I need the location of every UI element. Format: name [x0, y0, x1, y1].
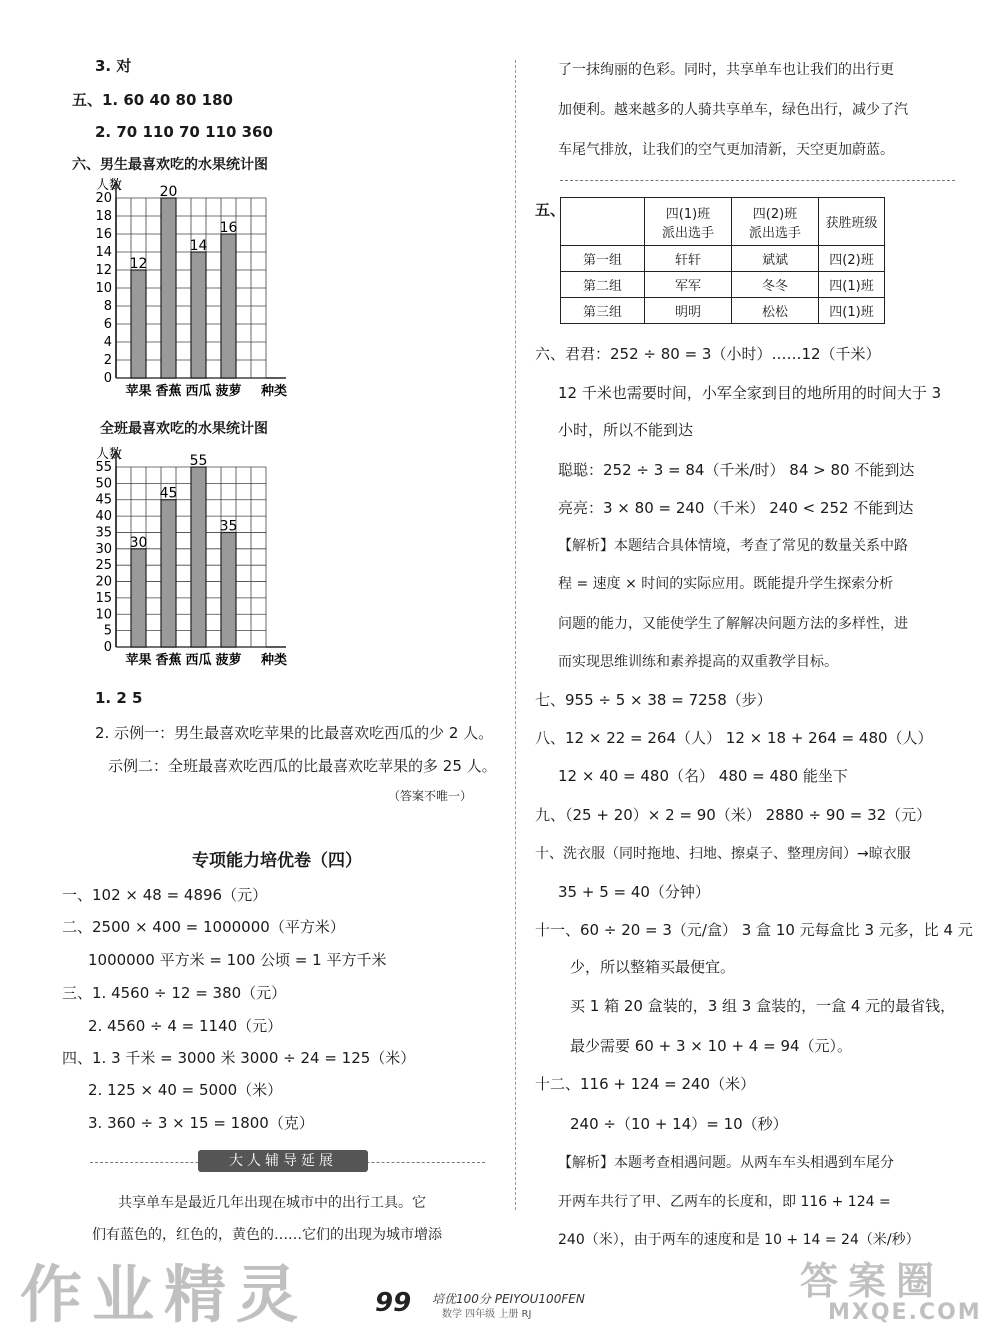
bar-value-label: 55: [189, 453, 208, 469]
answer-line: 2. 70 110 70 110 360: [95, 123, 273, 141]
bar-value-label: 12: [129, 256, 148, 272]
table-row: [561, 298, 885, 324]
y-tick-label: 15: [95, 590, 112, 606]
watermark-url: MXQE.COM: [828, 1300, 982, 1325]
answer-line: 亮亮：3 × 80 = 240（千米） 240 < 252 不能到达: [558, 499, 914, 517]
bar-chart-boys: [90, 176, 310, 401]
table-cell: 斌斌: [732, 246, 819, 272]
table-cell: 冬冬: [732, 272, 819, 298]
y-tick-label: 18: [95, 209, 112, 224]
table-row: [561, 272, 885, 298]
section-title: 专项能力培优卷（四）: [192, 851, 362, 871]
analysis-line: 而实现思维训练和素养提高的双重教学目标。: [558, 654, 838, 670]
y-tick-label: 12: [95, 263, 112, 278]
answer-line: 九、（25 + 20）× 2 = 90（米） 2880 ÷ 90 = 32（元）: [535, 806, 932, 824]
answer-line: 1. 2 5: [95, 689, 143, 707]
table-header: 获胜班级: [819, 198, 885, 246]
analysis-line: 240（米），由于两车的速度和是 10 + 14 = 24（米/秒）: [558, 1232, 920, 1248]
analysis-line: 问题的能力，又能使学生了解解决问题方法的多样性，进: [558, 616, 908, 632]
y-tick-label: 8: [103, 299, 112, 314]
bar: [131, 270, 146, 378]
answer-line: 240 ÷（10 + 14）= 10（秒）: [570, 1115, 788, 1133]
answer-line: 六、君君：252 ÷ 80 = 3（小时）……12（千米）: [535, 345, 881, 363]
table-header: [561, 198, 645, 246]
footer-sub: 数学 四年级 上册 RJ: [442, 1309, 532, 1320]
y-tick-label: 20: [95, 191, 112, 206]
chart-1-title: 六、男生最喜欢吃的水果统计图: [72, 157, 268, 173]
answer-line: 12 × 40 = 480（名） 480 = 480 能坐下: [558, 767, 848, 785]
answer-line: 2. 125 × 40 = 5000（米）: [88, 1081, 283, 1099]
table-cell: 四(1)班: [819, 272, 885, 298]
answer-line: 3. 360 ÷ 3 × 15 = 1800（克）: [88, 1114, 314, 1132]
table-cell: 明明: [645, 298, 732, 324]
bar: [221, 532, 236, 647]
extension-badge: 大人辅导延展: [198, 1150, 368, 1172]
x-category-label: 菠萝: [215, 384, 242, 399]
bar: [191, 467, 206, 647]
page-number: 99: [375, 1288, 412, 1318]
answer-line: 2. 4560 ÷ 4 = 1140（元）: [88, 1017, 283, 1035]
bar: [191, 252, 206, 378]
question-label: 五、: [535, 201, 566, 219]
x-category-label: 菠萝: [215, 653, 242, 668]
answer-line: 八、12 × 22 = 264（人） 12 × 18 + 264 = 480（人）: [535, 729, 933, 747]
x-axis-label: 种类: [260, 384, 288, 399]
table-cell: 第二组: [561, 272, 645, 298]
answer-line: 二、2500 × 400 = 1000000（平方米）: [62, 918, 345, 936]
y-tick-label: 55: [95, 460, 112, 475]
y-tick-label: 0: [103, 371, 112, 386]
table-cell: 松松: [732, 298, 819, 324]
bar-value-label: 20: [159, 184, 178, 200]
y-tick-label: 30: [95, 541, 112, 557]
answer-line: 1000000 平方米 = 100 公顷 = 1 平方千米: [88, 951, 387, 969]
answer-note: （答案不唯一）: [388, 789, 473, 803]
table-cell: 第三组: [561, 298, 645, 324]
bar-value-label: 45: [159, 485, 178, 502]
y-tick-label: 40: [95, 509, 112, 525]
table-header: 四(2)班 派出选手: [732, 198, 819, 246]
section-divider: [560, 180, 955, 181]
bar-value-label: 16: [219, 220, 238, 236]
y-tick-label: 20: [95, 574, 112, 590]
y-tick-label: 50: [95, 476, 112, 492]
table-cell: 四(2)班: [819, 246, 885, 272]
y-tick-label: 14: [95, 245, 112, 260]
y-tick-label: 2: [103, 353, 112, 368]
table-cell: 四(1)班: [819, 298, 885, 324]
x-axis-label: 种类: [260, 653, 288, 668]
y-tick-label: 5: [103, 623, 112, 639]
analysis-line: 【解析】本题结合具体情境，考查了常见的数量关系中路: [558, 538, 908, 554]
y-tick-label: 10: [95, 281, 112, 296]
answer-line: 2. 示例一：男生最喜欢吃苹果的比最喜欢吃西瓜的少 2 人。: [95, 724, 494, 742]
bar: [161, 500, 176, 647]
y-axis-label: 人数: [96, 178, 123, 193]
bar-chart-class: [90, 445, 310, 670]
result-table: [560, 197, 885, 324]
paragraph-line: 加便利。越来越多的人骑共享单车，绿色出行，减少了汽: [558, 102, 908, 118]
x-category-label: 苹果: [125, 653, 152, 668]
watermark-left: 作业精灵: [20, 1258, 309, 1331]
x-category-label: 香蕉: [155, 384, 182, 399]
y-tick-label: 4: [103, 335, 112, 350]
paragraph-line: 们有蓝色的，红色的，黄色的……它们的出现为城市增添: [92, 1227, 442, 1243]
paragraph-line: 了一抹绚丽的色彩。同时，共享单车也让我们的出行更: [558, 62, 894, 78]
y-tick-label: 25: [95, 558, 112, 574]
table-cell: 第一组: [561, 246, 645, 272]
chart-2-title: 全班最喜欢吃的水果统计图: [100, 421, 268, 437]
bar: [221, 234, 236, 378]
bar-value-label: 14: [189, 238, 208, 254]
paragraph-line: 车尾气排放，让我们的空气更加清新，天空更加蔚蓝。: [558, 142, 894, 158]
answer-line: 35 + 5 = 40（分钟）: [558, 883, 710, 901]
answer-line: 买 1 箱 20 盒装的，3 组 3 盒装的，一盒 4 元的最省钱，: [570, 997, 956, 1015]
table-cell: 轩轩: [645, 246, 732, 272]
answer-line: 十、洗衣服（同时拖地、扫地、擦桌子、整理房间）→晾衣服: [535, 846, 911, 862]
analysis-line: 【解析】本题考查相遇问题。从两车车头相遇到车尾分: [558, 1155, 894, 1171]
y-tick-label: 45: [95, 492, 112, 508]
y-tick-label: 0: [103, 640, 112, 655]
bar: [131, 549, 146, 647]
bar-value-label: 30: [129, 534, 148, 551]
y-axis-label: 人数: [96, 447, 123, 462]
answer-line: 小时，所以不能到达: [558, 421, 694, 439]
answer-line: 3. 对: [95, 57, 132, 75]
analysis-line: 开两车共行了甲、乙两车的长度和，即 116 + 124 =: [558, 1194, 891, 1210]
answer-line: 一、102 × 48 = 4896（元）: [62, 886, 268, 904]
paragraph-line: 共享单车是最近几年出现在城市中的出行工具。它: [118, 1195, 426, 1211]
y-tick-label: 10: [95, 607, 112, 623]
table-row: [561, 246, 885, 272]
answer-line: 十一、60 ÷ 20 = 3（元/盒） 3 盒 10 元每盒比 3 元多，比 4 元: [535, 921, 973, 939]
answer-line: 聪聪：252 ÷ 3 = 84（千米/时） 84 > 80 不能到达: [558, 461, 915, 479]
y-tick-label: 16: [95, 227, 112, 242]
answer-line: 少，所以整箱买最便宜。: [570, 958, 736, 976]
analysis-line: 程 = 速度 × 时间的实际应用。既能提升学生探索分析: [558, 576, 894, 592]
x-category-label: 西瓜: [185, 384, 212, 399]
answer-line: 最少需要 60 + 3 × 10 + 4 = 94（元）。: [570, 1037, 853, 1055]
answer-line: 12 千米也需要时间，小军全家到目的地所用的时间大于 3: [558, 384, 942, 402]
y-tick-label: 6: [103, 317, 112, 332]
table-cell: 军军: [645, 272, 732, 298]
answer-line: 五、1. 60 40 80 180: [72, 91, 233, 109]
footer-brand: 培优100分 PEIYOU100FEN: [432, 1292, 585, 1306]
table-header: 四(1)班 派出选手: [645, 198, 732, 246]
column-divider: [515, 60, 516, 1210]
answer-line: 三、1. 4560 ÷ 12 = 380（元）: [62, 984, 287, 1002]
bar-value-label: 35: [219, 518, 238, 535]
bar: [161, 198, 176, 378]
y-tick-label: 35: [95, 525, 112, 541]
answer-line: 十二、116 + 124 = 240（米）: [535, 1075, 756, 1093]
x-category-label: 苹果: [125, 384, 152, 399]
watermark-right: 答案圈: [800, 1259, 945, 1303]
answer-line: 示例二：全班最喜欢吃西瓜的比最喜欢吃苹果的多 25 人。: [108, 757, 497, 775]
x-category-label: 西瓜: [185, 653, 212, 668]
x-category-label: 香蕉: [155, 653, 182, 668]
answer-line: 七、955 ÷ 5 × 38 = 7258（步）: [535, 691, 772, 709]
answer-line: 四、1. 3 千米 = 3000 米 3000 ÷ 24 = 125（米）: [62, 1049, 416, 1067]
table-header-row: [561, 198, 885, 246]
